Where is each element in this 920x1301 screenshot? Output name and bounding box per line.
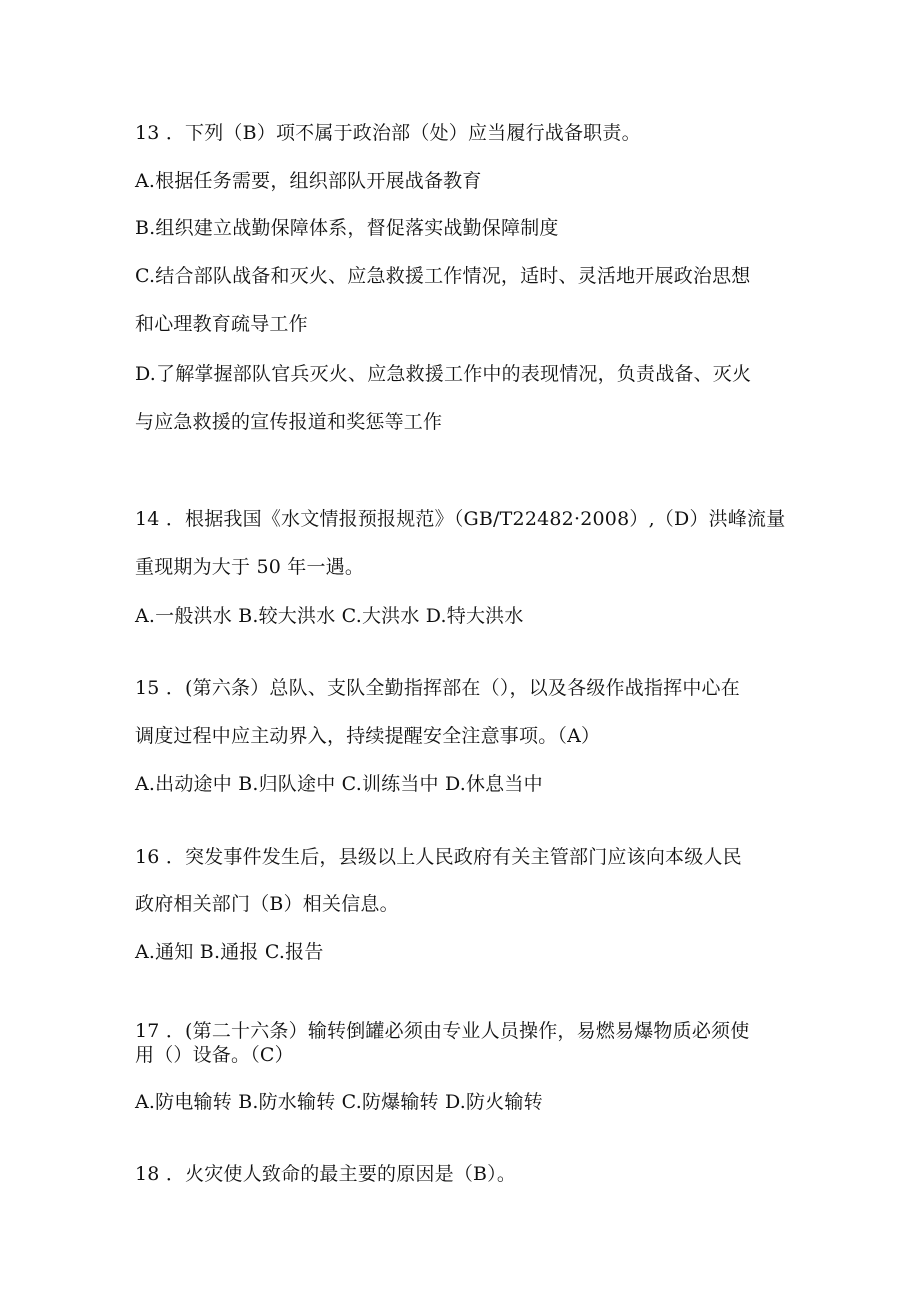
q13-option-d-line-2: 与应急救援的宣传报道和奖惩等工作 xyxy=(135,411,443,433)
q14-stem-line-2: 重现期为大于 50 年一遇。 xyxy=(135,556,365,578)
q13-option-c-line-1: C.结合部队战备和灭火、应急救援工作情况，适时、灵活地开展政治思想 xyxy=(135,265,751,287)
q15-stem-line-1: 15 ．(第六条）总队、支队全勤指挥部在（），以及各级作战指挥中心在 xyxy=(135,677,740,699)
q13-option-c-line-2: 和心理教育疏导工作 xyxy=(135,313,308,335)
q17-options: A.防电输转 B.防水输转 C.防爆输转 D.防火输转 xyxy=(135,1091,543,1113)
q16-stem-line-2: 政府相关部门（B）相关信息。 xyxy=(135,893,399,915)
q16-options: A.通知 B.通报 C.报告 xyxy=(135,941,324,963)
q13-option-b: B.组织建立战勤保障体系，督促落实战勤保障制度 xyxy=(135,217,559,239)
q14-stem-line-1: 14 ．根据我国《水文情报预报规范》（GB/T22482·2008）,（D）洪峰流量 xyxy=(135,508,786,530)
q14-options: A.一般洪水 B.较大洪水 C.大洪水 D.特大洪水 xyxy=(135,605,524,627)
q15-options: A.出动途中 B.归队途中 C.训练当中 D.休息当中 xyxy=(135,773,543,795)
q13-option-d-line-1: D.了解掌握部队官兵灭火、应急救援工作中的表现情况，负责战备、灭火 xyxy=(135,363,752,385)
q15-stem-line-2: 调度过程中应主动界入，持续提醒安全注意事项。（A） xyxy=(135,725,601,747)
q17-stem-line-2: 用（）设备。（C） xyxy=(135,1044,294,1066)
q17-stem-line-1: 17 ．(第二十六条）输转倒罐必须由专业人员操作，易燃易爆物质必须使 xyxy=(135,1020,750,1042)
q18-stem-line-1: 18 ．火灾使人致命的最主要的原因是（B）。 xyxy=(135,1163,517,1185)
q16-stem-line-1: 16 ．突发事件发生后，县级以上人民政府有关主管部门应该向本级人民 xyxy=(135,846,742,868)
q13-option-a: A.根据任务需要，组织部队开展战备教育 xyxy=(135,170,482,192)
q13-stem-line-1: 13 ．下列（B）项不属于政治部（处）应当履行战备职责。 xyxy=(135,122,641,144)
